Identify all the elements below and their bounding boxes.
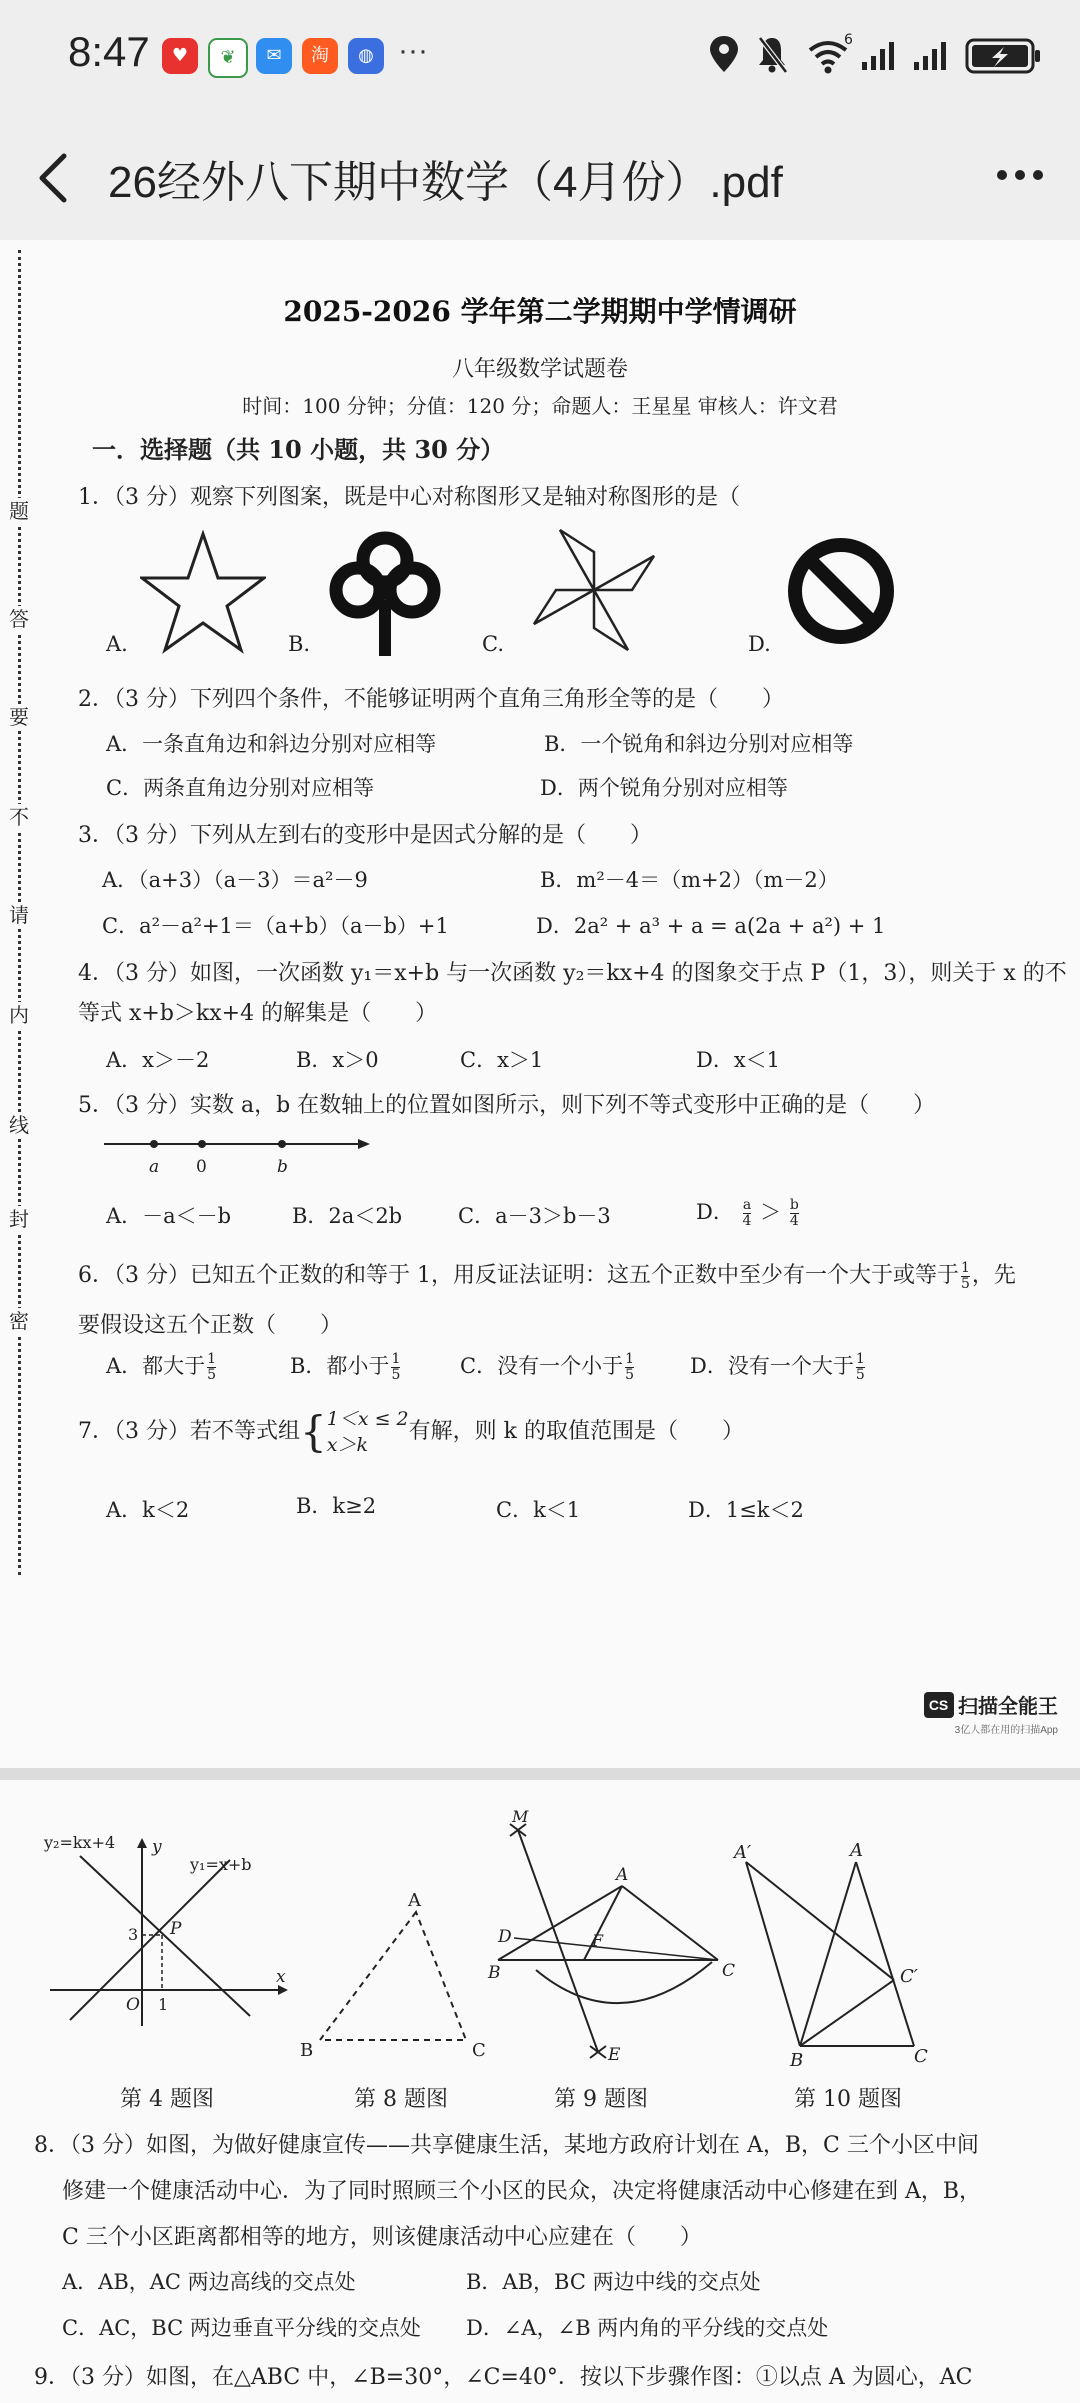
fraction xyxy=(856,1352,865,1383)
question-7 xyxy=(78,1406,744,1458)
frac-num: 1 xyxy=(960,1259,970,1276)
question-1: 1．（3 分）观察下列图案，既是中心对称图形又是轴对称图形的是（ xyxy=(78,485,740,510)
q6-option-c xyxy=(460,1350,636,1383)
q8-option-a: A．AB，AC 两边高线的交点处 xyxy=(62,2270,356,2294)
camscanner-watermark xyxy=(924,1690,1058,1736)
y-axis-label: y xyxy=(152,1837,162,1857)
figure-4-caption: 第 4 题图 xyxy=(120,2087,214,2112)
q6-option-a-label: A．都大于 xyxy=(106,1354,206,1378)
axis-label-a: a xyxy=(149,1157,160,1177)
point-m-label: M xyxy=(512,1810,529,1826)
binding-char: 要 xyxy=(6,704,32,730)
q4-option-d: D．x＜1 xyxy=(696,1048,781,1072)
q6-option-c-label: C．没有一个小于 xyxy=(460,1354,624,1378)
prohibition-sign-figure xyxy=(786,536,896,646)
taobao-app-icon: 淘 xyxy=(302,38,338,74)
camscanner-slogan: 3亿人都在用的扫描App xyxy=(954,1725,1058,1736)
q3-option-c: C．a²－a²+1＝（a+b）（a－b）+1 xyxy=(102,914,449,938)
q1-option-d: D. xyxy=(748,632,771,656)
point-a-prime-label: A′ xyxy=(734,1842,752,1863)
battery-charging-icon xyxy=(967,40,1040,72)
point-c-label: C xyxy=(722,1961,736,1981)
chat-app-icon: ✉ xyxy=(256,38,292,74)
vertex-c-label: C xyxy=(472,2040,486,2060)
point-a-label: A xyxy=(616,1865,629,1885)
frac-num: b xyxy=(789,1197,799,1213)
question-6 xyxy=(78,1258,1016,1292)
binding-char: 不 xyxy=(6,804,32,830)
question-4-line2: 等式 x+b＞kx+4 的解集是（ ） xyxy=(78,1001,438,1026)
pdf-page-2[interactable] xyxy=(0,1780,1080,2403)
pinwheel-figure xyxy=(532,528,656,652)
frac-den: 5 xyxy=(960,1275,970,1292)
q3-option-d: D．2a² + a³ + a = a(2a + a²) + 1 xyxy=(536,914,886,938)
heart-app-icon: ♥ xyxy=(162,38,198,74)
y2-label: y₂=kx+4 xyxy=(44,1833,116,1852)
signal-icon-2 xyxy=(914,42,946,70)
frac-den: 4 xyxy=(789,1213,799,1229)
question-7-pre: 7．（3 分）若不等式组 xyxy=(78,1419,300,1444)
q1-option-a: A. xyxy=(106,632,128,656)
figure-4-graph xyxy=(40,1830,300,2030)
wifi-badge: 6 xyxy=(844,32,853,48)
q7-option-a: A．k＜2 xyxy=(106,1498,190,1522)
number-line-figure xyxy=(100,1130,380,1180)
frac-den: 4 xyxy=(742,1213,752,1229)
q8-option-c: C．AC，BC 两边垂直平分线的交点处 xyxy=(62,2316,421,2340)
question-8: 8．（3 分）如图，为做好健康宣传——共享健康生活，某地方政府计划在 A，B，C 三个小区中间 xyxy=(34,2133,979,2158)
question-7-post: 有解，则 k 的取值范围是（ ） xyxy=(408,1419,744,1444)
tick-1: 1 xyxy=(158,1995,169,2014)
figure-8-caption: 第 8 题图 xyxy=(354,2087,448,2112)
frac-den: 5 xyxy=(207,1367,217,1383)
page-separator xyxy=(0,1768,1080,1780)
x-axis-label: x xyxy=(276,1967,286,1987)
section-title: 一．选择题（共 10 小题，共 30 分） xyxy=(92,435,505,464)
vertex-a-label: A xyxy=(408,1890,421,1911)
q2-option-d: D．两个锐角分别对应相等 xyxy=(540,776,788,800)
q8-option-b: B．AB，BC 两边中线的交点处 xyxy=(466,2270,761,2294)
q1-option-b: B. xyxy=(288,632,311,656)
point-c-prime-label: C′ xyxy=(900,1966,918,1987)
q2-option-a: A．一条直角边和斜边分别对应相等 xyxy=(106,732,437,756)
leaf-app-icon: ❦ xyxy=(208,38,248,78)
frac-den: 5 xyxy=(625,1367,634,1383)
binding-char: 密 xyxy=(6,1308,32,1334)
q2-option-b: B．一个锐角和斜边分别对应相等 xyxy=(544,732,854,756)
frac-den: 5 xyxy=(855,1367,865,1383)
vertex-b-label: B xyxy=(300,2040,314,2060)
question-4: 4．（3 分）如图，一次函数 y₁＝x+b 与一次函数 y₂＝kx+4 的图象交于点 P（1，3），则关于 x 的不 xyxy=(78,961,1067,986)
pdf-page-1[interactable] xyxy=(0,240,1080,1768)
tick-3: 3 xyxy=(128,1925,139,1944)
mute-bell-icon xyxy=(759,38,786,73)
question-6-text: 6．（3 分）已知五个正数的和等于 1，用反证法证明：这五个正数中至少有一个大于或等于 xyxy=(78,1263,959,1288)
frac-num: 1 xyxy=(625,1351,634,1367)
binding-char: 线 xyxy=(6,1112,32,1138)
figure-10-rotation xyxy=(730,1840,950,2070)
question-8-line3: C 三个小区距离都相等的地方，则该健康活动中心应建在（ ） xyxy=(62,2225,702,2250)
question-3: 3．（3 分）下列从左到右的变形中是因式分解的是（ ） xyxy=(78,823,652,848)
point-e-label: E xyxy=(608,2045,621,2065)
q6-option-d xyxy=(690,1350,867,1383)
browser-app-icon: ◍ xyxy=(348,38,384,74)
q2-option-c: C．两条直角边分别对应相等 xyxy=(106,776,375,800)
q8-option-d: D．∠A，∠B 两内角的平分线的交点处 xyxy=(466,2316,829,2340)
frac-num: 1 xyxy=(855,1351,865,1367)
point-d-label: D xyxy=(498,1927,512,1947)
signal-icon xyxy=(862,42,894,70)
frac-num: a xyxy=(742,1197,752,1213)
chevron-left-icon xyxy=(42,156,64,200)
question-8-line2: 修建一个健康活动中心．为了同时照顾三个小区的民众，决定将健康活动中心修建在到 A，B， xyxy=(62,2179,982,2204)
origin-label: O xyxy=(126,1995,140,2015)
fraction xyxy=(625,1352,634,1383)
more-menu-button[interactable] xyxy=(990,150,1050,200)
exam-info: 时间：100 分钟；分值：120 分；命题人：王星星 审核人：许文君 xyxy=(242,394,838,418)
inequality-line-1: 1＜x ≤ 2 xyxy=(326,1408,409,1430)
q4-option-b: B．x＞0 xyxy=(296,1048,379,1072)
q1-option-c: C. xyxy=(482,632,504,656)
question-9: 9．（3 分）如图，在△ABC 中，∠B=30°，∠C=40°．按以下步骤作图：①以点 A 为圆心，AC xyxy=(34,2365,973,2390)
binding-char: 答 xyxy=(6,606,32,632)
more-notifications-icon: ··· xyxy=(398,34,428,67)
more-dots-icon xyxy=(997,170,1043,180)
point-c-label: C xyxy=(914,2046,928,2067)
q5-option-a: A．－a＜－b xyxy=(106,1204,232,1228)
figure-10-caption: 第 10 题图 xyxy=(794,2087,902,2112)
camscanner-logo: CS xyxy=(924,1692,954,1718)
exam-title: 2025-2026 学年第二学期期中学情调研 xyxy=(283,295,797,328)
axis-label-0: 0 xyxy=(196,1157,207,1177)
star-figure xyxy=(140,530,266,654)
camscanner-name: 扫描全能王 xyxy=(958,1696,1058,1718)
q6-option-b xyxy=(290,1350,402,1383)
figure-8-triangle xyxy=(290,1890,510,2060)
q7-option-d: D．1≤k＜2 xyxy=(688,1498,804,1522)
axis-label-b: b xyxy=(277,1157,288,1177)
inequality-system xyxy=(327,1406,409,1458)
q4-option-c: C．x＞1 xyxy=(460,1048,544,1072)
q7-option-b: B．k≥2 xyxy=(296,1494,377,1518)
fraction xyxy=(743,1198,752,1229)
q5-option-c: C．a－3＞b－3 xyxy=(458,1204,611,1228)
fraction xyxy=(391,1352,400,1383)
figure-9-caption: 第 9 题图 xyxy=(554,2087,648,2112)
q5-option-d-op: ＞ xyxy=(760,1200,782,1224)
q6-option-d-label: D．没有一个大于 xyxy=(690,1354,854,1378)
binding-char: 内 xyxy=(6,1002,32,1028)
binding-char: 封 xyxy=(6,1206,32,1232)
document-header xyxy=(0,110,1080,240)
binding-char: 请 xyxy=(6,902,32,928)
fraction xyxy=(790,1198,799,1229)
fraction xyxy=(961,1261,970,1292)
trefoil-figure xyxy=(326,530,444,658)
q7-option-c: C．k＜1 xyxy=(496,1498,581,1522)
frac-num: 1 xyxy=(207,1351,217,1367)
status-time: 8:47 xyxy=(68,28,150,75)
q6-option-b-label: B．都小于 xyxy=(290,1354,390,1378)
frac-den: 5 xyxy=(391,1367,401,1383)
location-icon xyxy=(710,36,738,72)
question-2: 2．（3 分）下列四个条件，不能够证明两个直角三角形全等的是（ ） xyxy=(78,687,784,712)
q5-option-b: B．2a＜2b xyxy=(292,1204,403,1228)
point-a-label: A xyxy=(850,1840,863,1861)
fraction xyxy=(207,1352,216,1383)
q3-option-a: A．（a+3）（a－3）＝a²－9 xyxy=(102,868,368,892)
q6-option-a xyxy=(106,1350,218,1383)
q5-option-d xyxy=(696,1196,801,1229)
point-b-label: B xyxy=(790,2050,804,2070)
point-p-label: P xyxy=(170,1919,182,1939)
back-button[interactable] xyxy=(30,148,80,208)
point-f-label: F xyxy=(592,1931,604,1950)
q3-option-b: B．m²－4＝（m+2）（m－2） xyxy=(540,868,839,892)
question-5: 5．（3 分）实数 a，b 在数轴上的位置如图所示，则下列不等式变形中正确的是（ ） xyxy=(78,1093,936,1118)
q4-option-a: A．x＞－2 xyxy=(106,1048,210,1072)
y1-label: y₁=x+b xyxy=(190,1855,252,1874)
question-6-text-end: ，先 xyxy=(971,1263,1016,1288)
frac-num: 1 xyxy=(391,1351,401,1367)
status-icons xyxy=(710,30,1050,80)
exam-subtitle: 八年级数学试题卷 xyxy=(451,357,628,382)
binding-char: 题 xyxy=(6,498,32,524)
wifi-icon xyxy=(810,32,853,74)
status-bar xyxy=(0,0,1080,110)
brace-icon: { xyxy=(300,1407,327,1456)
question-6-line2: 要假设这五个正数（ ） xyxy=(78,1313,343,1338)
inequality-line-2: x＞k xyxy=(326,1434,368,1456)
figure-9-construction xyxy=(480,1810,740,2070)
q5-option-d-label: D． xyxy=(696,1200,734,1224)
point-b-label: B xyxy=(488,1963,501,1983)
document-title: 26经外八下期中数学（4月份）.pdf xyxy=(108,158,783,207)
